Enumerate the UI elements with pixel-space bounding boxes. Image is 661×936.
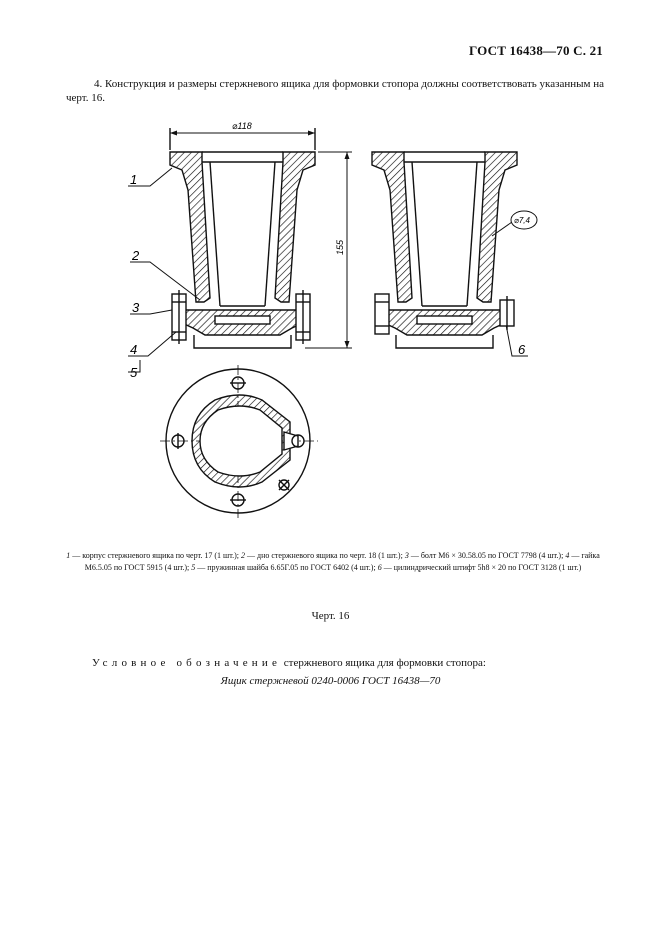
leader-6: 6 [518, 342, 526, 357]
right-wall-section [275, 152, 315, 302]
technical-drawing [0, 110, 661, 530]
designation-rest: стержневого ящика для формовки стопора: [281, 657, 486, 669]
leader-1: 1 [130, 172, 138, 187]
designation-spaced: Условное обозначение [92, 657, 282, 669]
figure-label: Черт. 16 [311, 610, 350, 622]
clause-4-text: 4. Конструкция и размеры стержневого ящика для формовки стопора должны соответствовать указанным на черт. 16. [66, 78, 604, 104]
height-dimension: 155 [335, 239, 345, 255]
right-section-view [372, 152, 517, 348]
figure-legend: 1 — корпус стержневого ящика по черт. 17 (1 шт.); 2 — дно стержневого ящика по черт. 18 (1 шт.); 3 — болт М6 × 30.58.05 по ГОСТ 7798 (4 шт.); 4 — гайка М6.5.05 по ГОСТ 5915 (4 шт.); 5 — пружинная шайба 6.65Г.05 по ГОСТ 6402 (4 шт.); 6 — цилиндрический штифт 5h8 × 20 по ГОСТ 3128 (1 шт.) [66, 551, 600, 572]
left-wall-section [170, 152, 210, 302]
leader-3: 3 [132, 300, 140, 315]
diameter-dimension: ⌀118 [232, 121, 252, 131]
page-header: ГОСТ 16438—70 С. 21 [469, 43, 603, 58]
designation-example: Ящик стержневой 0240-0006 ГОСТ 16438—70 [220, 675, 441, 687]
leader-5: 5 [130, 365, 138, 380]
leader-2: 2 [132, 248, 140, 263]
left-section-view [170, 128, 352, 348]
designation-line [92, 657, 486, 669]
leader-4: 4 [130, 342, 138, 357]
plan-view [160, 365, 318, 518]
surface-finish-value: ⌀7,4 [514, 216, 530, 225]
